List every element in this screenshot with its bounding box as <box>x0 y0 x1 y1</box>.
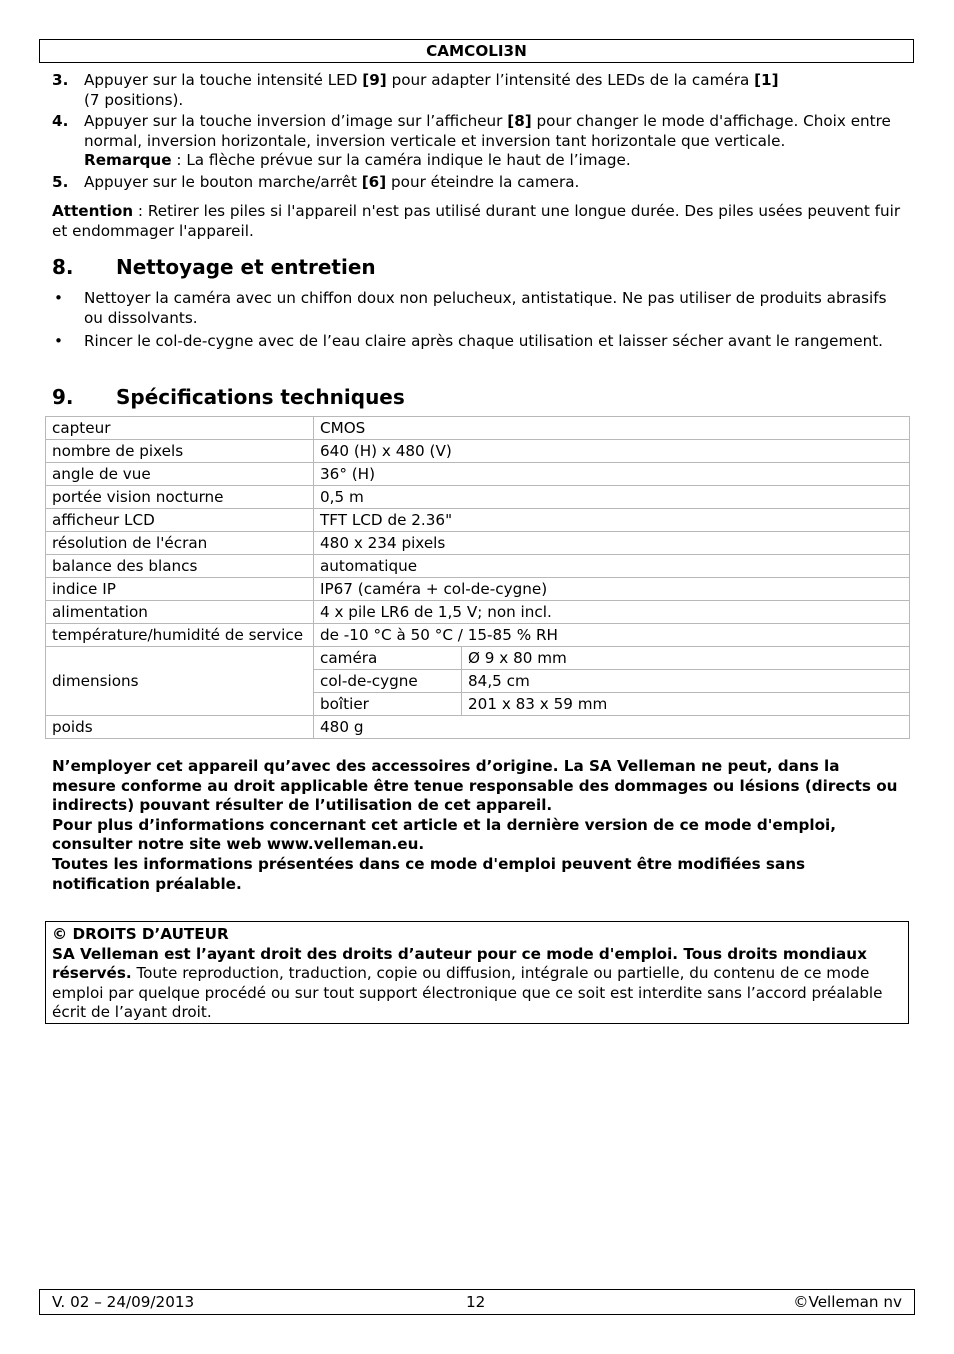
copyright-bold-text: SA Velleman est l’ayant droit des droits d’auteur pour ce mode d'emploi. Tous droits mondiaux réservés. <box>52 944 867 983</box>
spec-label: poids <box>46 716 314 739</box>
model-name: CAMCOLI3N <box>426 42 527 60</box>
spec-label: nombre de pixels <box>46 440 314 463</box>
spec-label: angle de vue <box>46 463 314 486</box>
attention-note <box>52 202 902 241</box>
table-row <box>46 716 910 739</box>
section-number: 8. <box>52 255 74 279</box>
spec-label: capteur <box>46 417 314 440</box>
spec-value: 36° (H) <box>314 463 910 486</box>
text-run: Appuyer sur le bouton marche/arrêt <box>84 173 362 191</box>
copyright-owner: ©Velleman nv <box>793 1293 902 1311</box>
section-title: Nettoyage et entretien <box>116 255 376 279</box>
text-run: (7 positions). <box>84 90 184 109</box>
spec-value: CMOS <box>314 417 910 440</box>
bold-reference: [8] <box>507 112 532 130</box>
dimension-value: 84,5 cm <box>462 670 910 693</box>
table-row <box>46 647 910 670</box>
spec-label: balance des blancs <box>46 555 314 578</box>
spec-value: IP67 (caméra + col-de-cygne) <box>314 578 910 601</box>
text-run: Appuyer sur la touche intensité LED <box>84 71 363 89</box>
spec-value: 480 g <box>314 716 910 739</box>
table-row <box>46 509 910 532</box>
dimension-part: caméra <box>314 647 462 670</box>
copyright-box <box>45 921 909 1024</box>
table-row <box>46 601 910 624</box>
page-number: 12 <box>466 1293 486 1311</box>
text-run: pour adapter l’intensité des LEDs de la caméra <box>386 71 755 89</box>
text-run: pour changer le mode d'affichage. Choix entre normal, inversion horizontale, inversion verticale et inversion tant horizontale que verticale. <box>84 112 891 150</box>
spec-label: alimentation <box>46 601 314 624</box>
step-text <box>84 112 902 171</box>
spec-label: dimensions <box>46 647 314 716</box>
dimension-part: col-de-cygne <box>314 670 462 693</box>
legal-notice <box>52 757 908 894</box>
step-5 <box>52 173 902 193</box>
text-run: pour éteindre la camera. <box>386 173 580 191</box>
notice-paragraph: Toutes les informations présentées dans ce mode d'emploi peuvent être modifiées sans notification préalable. <box>52 854 806 893</box>
spec-label: portée vision nocturne <box>46 486 314 509</box>
section-title: Spécifications techniques <box>116 385 405 409</box>
table-row <box>46 486 910 509</box>
table-row <box>46 578 910 601</box>
step-number: 3. <box>52 71 69 89</box>
spec-value: 4 x pile LR6 de 1,5 V; non incl. <box>314 601 910 624</box>
page-header <box>39 39 914 63</box>
step-number: 4. <box>52 112 69 130</box>
bold-reference: [6] <box>361 173 387 191</box>
text-run: Appuyer sur la touche inversion d’image sur l’afficheur <box>84 112 508 130</box>
bullet-item <box>52 289 902 328</box>
section-9-heading <box>52 385 405 409</box>
specifications-table <box>45 416 910 739</box>
bullet-dot: • <box>54 332 63 350</box>
table-row <box>46 532 910 555</box>
table-row <box>46 440 910 463</box>
table-row <box>46 624 910 647</box>
spec-value: TFT LCD de 2.36" <box>314 509 910 532</box>
spec-label: afficheur LCD <box>46 509 314 532</box>
table-row <box>46 555 910 578</box>
spec-label: température/humidité de service <box>46 624 314 647</box>
dimension-value: 201 x 83 x 59 mm <box>462 693 910 716</box>
bold-reference: [1] <box>754 71 779 89</box>
version-date: V. 02 – 24/09/2013 <box>52 1293 195 1311</box>
page-footer <box>39 1289 915 1315</box>
table-row <box>46 417 910 440</box>
dimension-part: boîtier <box>314 693 462 716</box>
spec-value: 0,5 m <box>314 486 910 509</box>
step-4 <box>52 112 902 171</box>
bold-reference: Remarque <box>84 151 172 170</box>
attention-text: : Retirer les piles si l'appareil n'est pas utilisé durant une longue durée. Des piles usées peuvent fuir et endommager l'appareil. <box>52 202 901 240</box>
bullet-text: Nettoyer la caméra avec un chiffon doux non pelucheux, antistatique. Ne pas utiliser de produits abrasifs ou dissolvants. <box>84 289 887 327</box>
text-run: : La flèche prévue sur la caméra indique le haut de l’image. <box>171 151 631 170</box>
spec-value: 480 x 234 pixels <box>314 532 910 555</box>
spec-value: de -10 °C à 50 °C / 15-85 % RH <box>314 624 910 647</box>
section-number: 9. <box>52 385 74 409</box>
notice-paragraph: Pour plus d’informations concernant cet article et la dernière version de ce mode d'emploi, consulter notre site web www.velleman.eu. <box>52 815 837 854</box>
step-text <box>84 71 902 110</box>
step-number: 5. <box>52 173 69 191</box>
attention-label: Attention <box>52 202 134 220</box>
spec-value: 640 (H) x 480 (V) <box>314 440 910 463</box>
step-3 <box>52 71 902 110</box>
bullet-text: Rincer le col-de-cygne avec de l’eau claire après chaque utilisation et laisser sécher avant le rangement. <box>84 332 884 350</box>
dimension-value: Ø 9 x 80 mm <box>462 647 910 670</box>
spec-label: indice IP <box>46 578 314 601</box>
section-8-heading <box>52 255 376 279</box>
bold-reference: [9] <box>362 71 387 89</box>
copyright-title: © DROITS D’AUTEUR <box>52 925 229 943</box>
table-row <box>46 463 910 486</box>
step-text <box>84 173 902 193</box>
copyright-text: Toute reproduction, traduction, copie ou diffusion, intégrale ou partielle, du contenu de ce mode emploi par quelque procédé ou sur tout support électronique que ce soit est interdite sans l’accord préalable écrit de l’ayant droit. <box>52 964 883 1022</box>
spec-label: résolution de l'écran <box>46 532 314 555</box>
bullet-dot: • <box>54 289 63 307</box>
notice-paragraph: N’employer cet appareil qu’avec des accessoires d’origine. La SA Velleman ne peut, dans la mesure conforme au droit applicable être tenue responsable des dommages ou lésions (directs ou indirects) pouvant résulter de l’utilisation de cet appareil. <box>52 757 898 815</box>
bullet-item <box>52 332 902 352</box>
spec-value: automatique <box>314 555 910 578</box>
